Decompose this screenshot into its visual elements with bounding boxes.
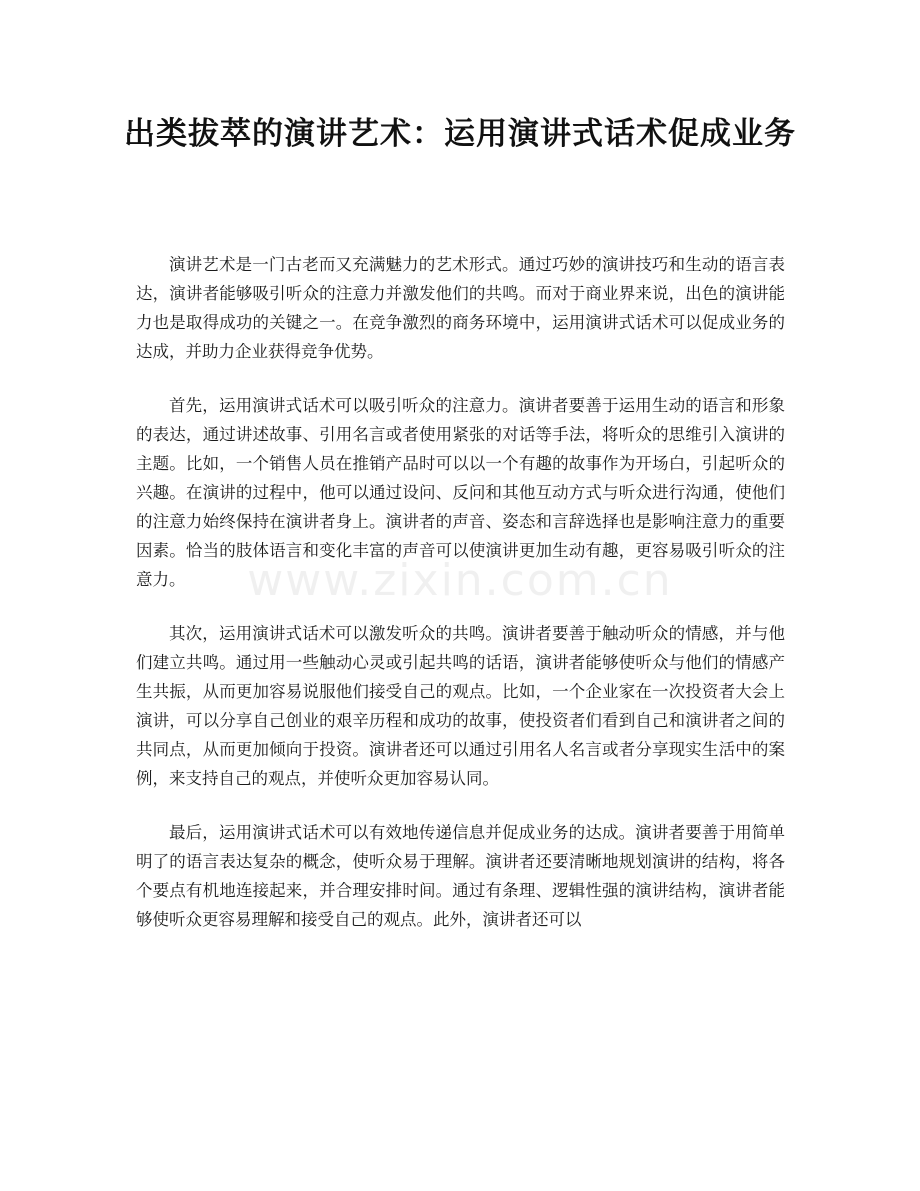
- document-body: [136, 250, 785, 959]
- paragraph-last: 最后，运用演讲式话术可以有效地传递信息并促成业务的达成。演讲者要善于用简单明了的语言表达复杂的概念，使听众易于理解。演讲者还要清晰地规划演讲的结构，将各个要点有机地连接起来，并合理安排时间。通过有条理、逻辑性强的演讲结构，演讲者能够使听众更容易理解和接受自己的观点。此外，演讲者还可以: [136, 823, 785, 929]
- paragraph-intro: 演讲艺术是一门古老而又充满魅力的艺术形式。通过巧妙的演讲技巧和生动的语言表达，演讲者能够吸引听众的注意力并激发他们的共鸣。而对于商业界来说，出色的演讲能力也是取得成功的关键之一。在竞争激烈的商务环境中，运用演讲式话术可以促成业务的达成，并助力企业获得竞争优势。: [136, 255, 785, 361]
- paragraph-first: 首先，运用演讲式话术可以吸引听众的注意力。演讲者要善于运用生动的语言和形象的表达，通过讲述故事、引用名言或者使用紧张的对话等手法，将听众的思维引入演讲的主题。比如，一个销售人员在推销产品时可以以一个有趣的故事作为开场白，引起听众的兴趣。在演讲的过程中，他可以通过设问、反问和其他互动方式与听众进行沟通，使他们的注意力始终保持在演讲者身上。演讲者的声音、姿态和言辞选择也是影响注意力的重要因素。恰当的肢体语言和变化丰富的声音可以使演讲更加生动有趣，更容易吸引听众的注意力。: [136, 396, 785, 589]
- document-title: 出类拔萃的演讲艺术：运用演讲式话术促成业务: [124, 116, 796, 152]
- paragraph-second: 其次，运用演讲式话术可以激发听众的共鸣。演讲者要善于触动听众的情感，并与他们建立共鸣。通过用一些触动心灵或引起共鸣的话语，演讲者能够使听众与他们的情感产生共振，从而更加容易说服他们接受自己的观点。比如，一个企业家在一次投资者大会上演讲，可以分享自己创业的艰辛历程和成功的故事，使投资者们看到自己和演讲者之间的共同点，从而更加倾向于投资。演讲者还可以通过引用名人名言或者分享现实生活中的案例，来支持自己的观点，并使听众更加容易认同。: [136, 624, 785, 788]
- watermark: www.zixin.com.cn: [247, 555, 673, 606]
